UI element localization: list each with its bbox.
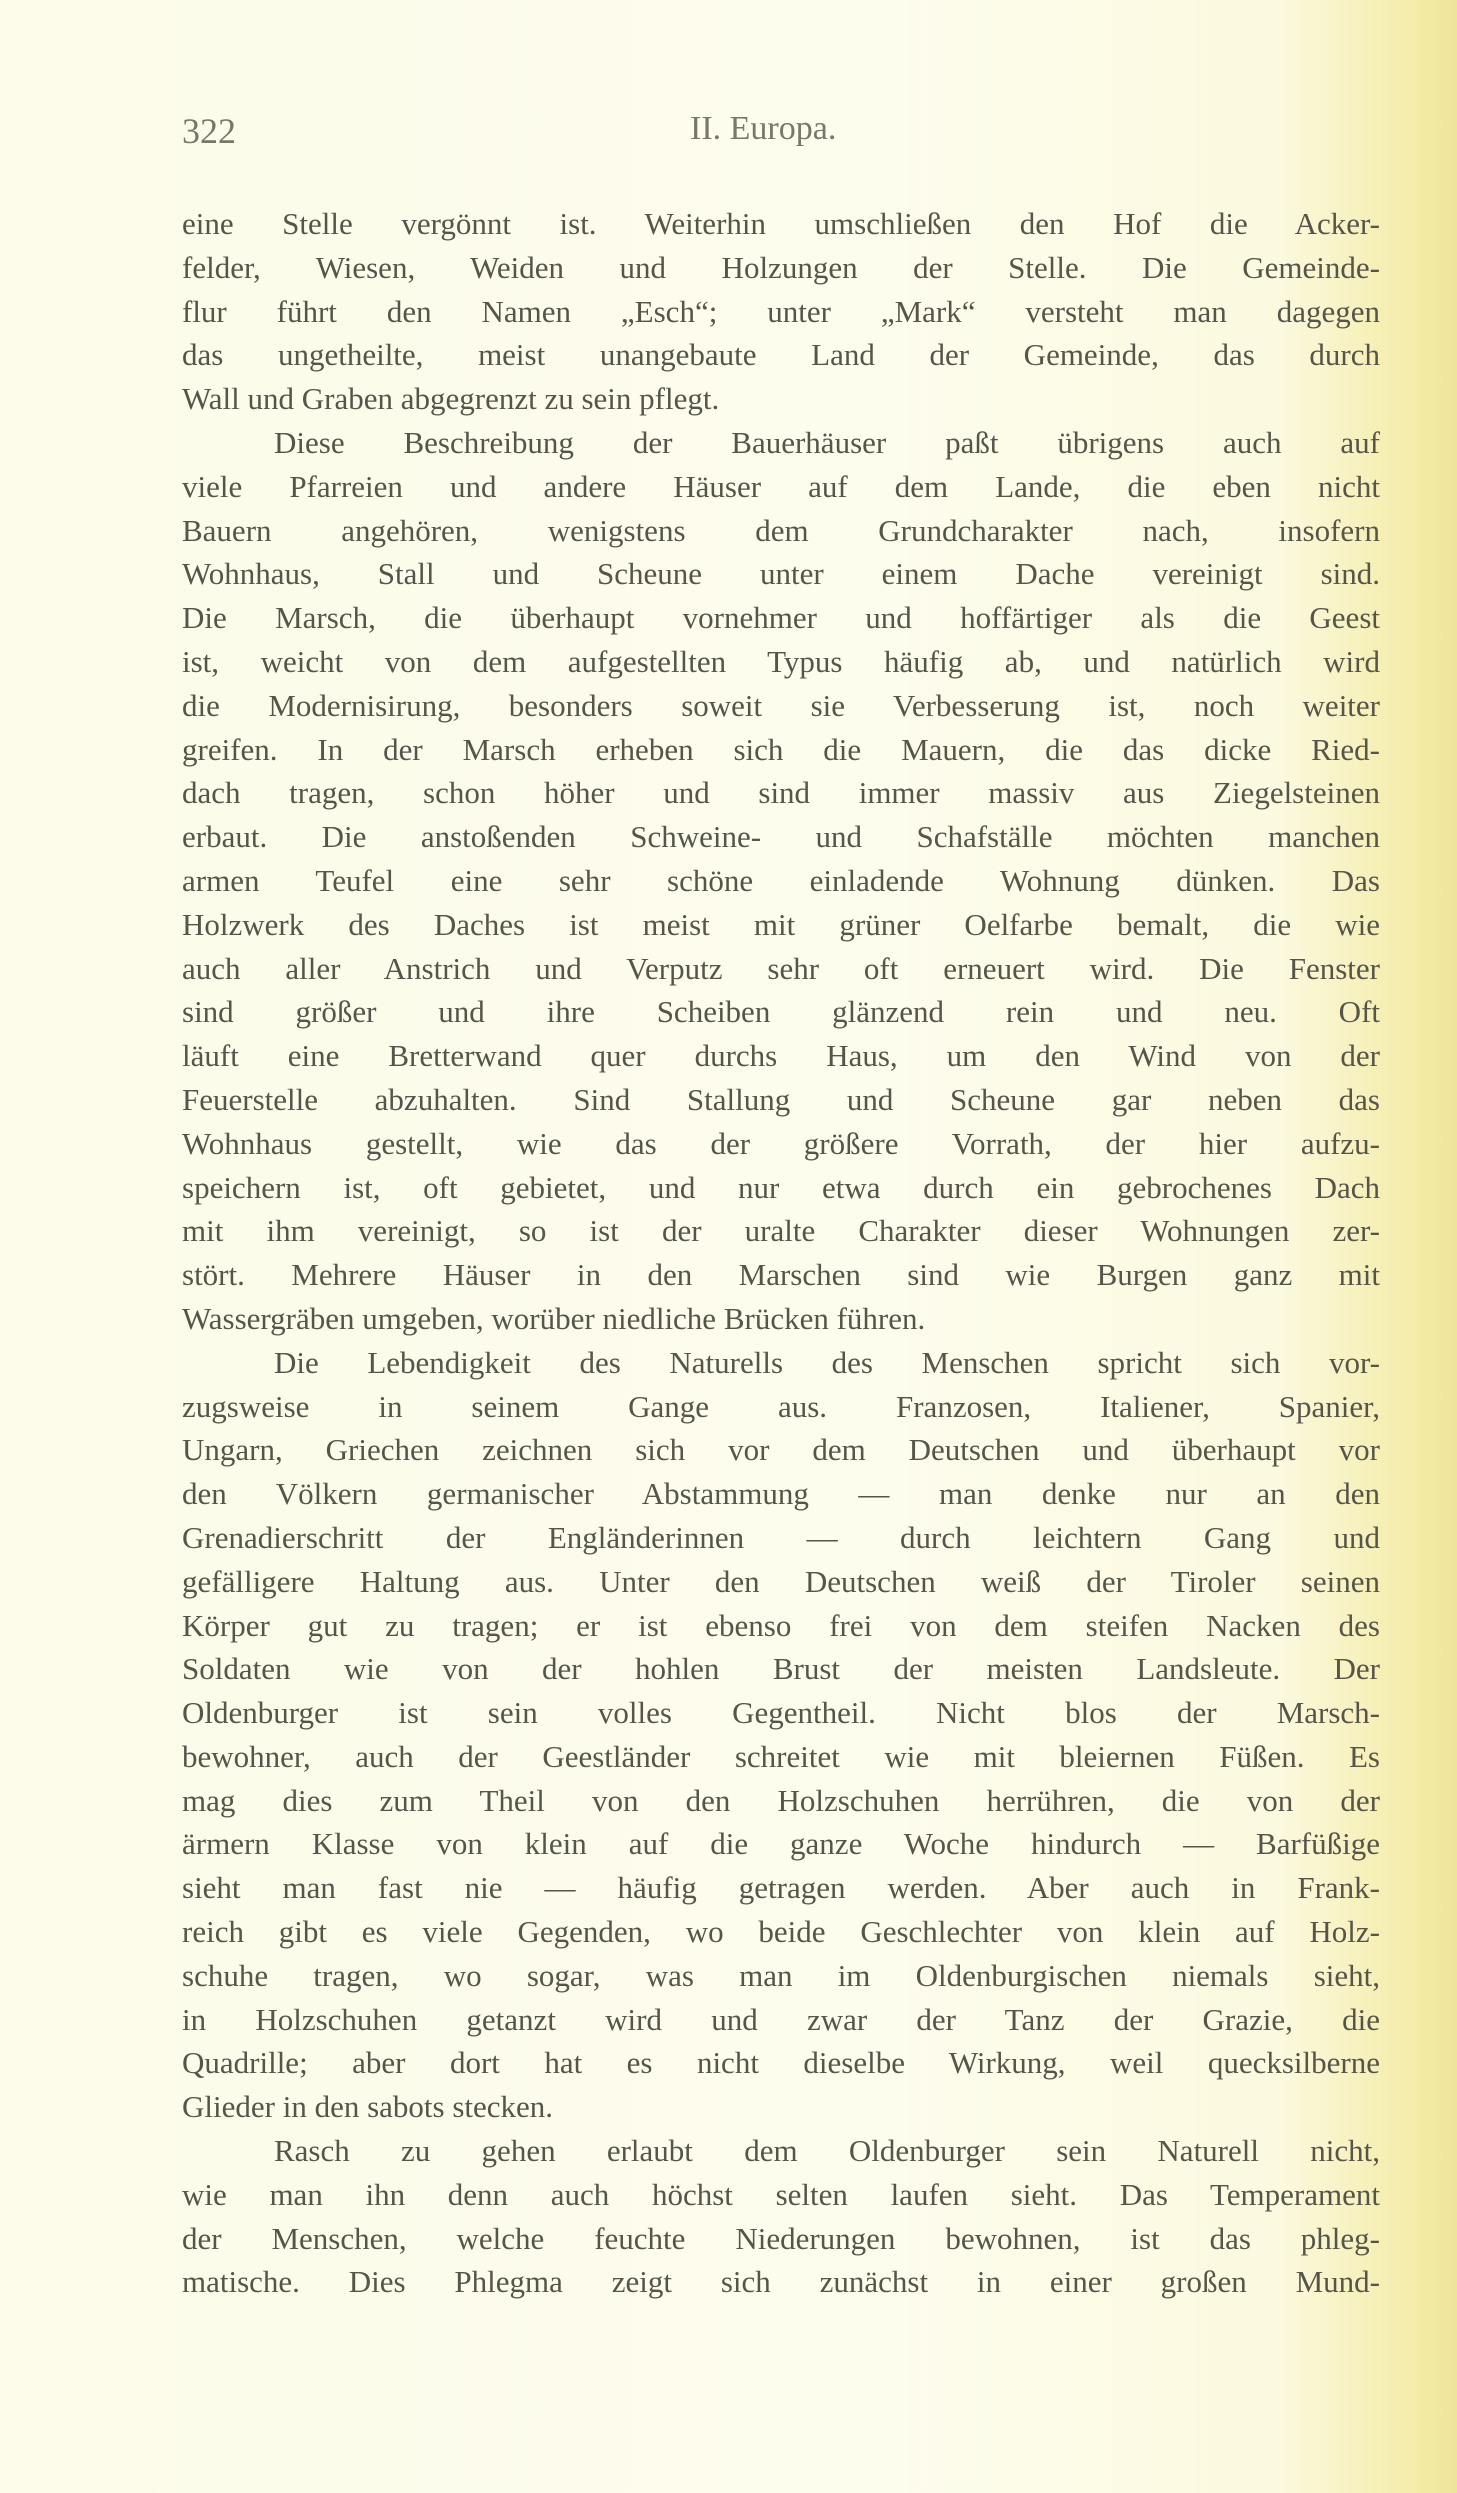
text-line: der Menschen, welche feuchte Niederungen bewohnen, ist das phleg- — [182, 2220, 1380, 2256]
text-line: dach tragen, schon höher und sind immer massiv aus Ziegelsteinen — [182, 775, 1380, 811]
text-line: Wohnhaus, Stall und Scheune unter einem Dache vereinigt sind. — [182, 556, 1380, 592]
text-line: Ungarn, Griechen zeichnen sich vor dem Deutschen und überhaupt vor — [182, 1432, 1380, 1468]
text-line: Diese Beschreibung der Bauerhäuser paßt übrigens auch auf — [274, 424, 1380, 460]
text-line: die Modernisirung, besonders soweit sie Verbesserung ist, noch weiter — [182, 687, 1380, 723]
text-line: Quadrille; aber dort hat es nicht dieselbe Wirkung, weil quecksilberne — [182, 2045, 1380, 2081]
text-line: felder, Wiesen, Weiden und Holzungen der Stelle. Die Gemeinde- — [182, 249, 1380, 285]
text-line: armen Teufel eine sehr schöne einladende Wohnung dünken. Das — [182, 862, 1380, 898]
running-title: II. Europa. — [690, 110, 837, 147]
text-line: Wassergräben umgeben, worüber niedliche Brücken führen. — [182, 1300, 926, 1336]
text-line: Wall und Graben abgegrenzt zu sein pflegt. — [182, 381, 720, 417]
text-line: stört. Mehrere Häuser in den Marschen sind wie Burgen ganz mit — [182, 1257, 1380, 1293]
text-line: sieht man fast nie — häufig getragen werden. Aber auch in Frank- — [182, 1870, 1380, 1906]
text-line: Bauern angehören, wenigstens dem Grundcharakter nach, insofern — [182, 512, 1380, 548]
text-line: wie man ihn denn auch höchst selten laufen sieht. Das Temperament — [182, 2176, 1380, 2212]
text-line: das ungetheilte, meist unangebaute Land der Gemeinde, das durch — [182, 337, 1380, 373]
text-line: bewohner, auch der Geestländer schreitet wie mit bleiernen Füßen. Es — [182, 1738, 1380, 1774]
text-line: zugsweise in seinem Gange aus. Franzosen, Italiener, Spanier, — [182, 1388, 1380, 1424]
text-line: flur führt den Namen „Esch“; unter „Mark“ versteht man dagegen — [182, 293, 1380, 329]
text-line: greifen. In der Marsch erheben sich die Mauern, die das dicke Ried- — [182, 731, 1380, 767]
text-line: speichern ist, oft gebietet, und nur etwa durch ein gebrochenes Dach — [182, 1169, 1380, 1205]
text-line: mit ihm vereinigt, so ist der uralte Charakter dieser Wohnungen zer- — [182, 1213, 1380, 1249]
text-line: Rasch zu gehen erlaubt dem Oldenburger sein Naturell nicht, — [274, 2133, 1380, 2169]
text-line: reich gibt es viele Gegenden, wo beide Geschlechter von klein auf Holz- — [182, 1914, 1380, 1950]
text-line: matische. Dies Phlegma zeigt sich zunächst in einer großen Mund- — [182, 2264, 1380, 2300]
text-line: ist, weicht von dem aufgestellten Typus häufig ab, und natürlich wird — [182, 643, 1380, 679]
text-line: Körper gut zu tragen; er ist ebenso frei von dem steifen Nacken des — [182, 1607, 1380, 1643]
text-line: viele Pfarreien und andere Häuser auf dem Lande, die eben nicht — [182, 468, 1380, 504]
text-line: Wohnhaus gestellt, wie das der größere Vorrath, der hier aufzu- — [182, 1125, 1380, 1161]
text-line: mag dies zum Theil von den Holzschuhen herrühren, die von der — [182, 1782, 1380, 1818]
text-line: Grenadierschritt der Engländerinnen — durch leichtern Gang und — [182, 1519, 1380, 1555]
text-line: eine Stelle vergönnt ist. Weiterhin umschließen den Hof die Acker- — [182, 206, 1380, 241]
page-number: 322 — [182, 111, 236, 151]
text-line: schuhe tragen, wo sogar, was man im Oldenburgischen niemals sieht, — [182, 1957, 1380, 1993]
text-line: Holzwerk des Daches ist meist mit grüner Oelfarbe bemalt, die wie — [182, 906, 1380, 942]
text-line: gefälligere Haltung aus. Unter den Deutschen weiß der Tiroler seinen — [182, 1563, 1380, 1599]
text-line: den Völkern germanischer Abstammung — man denke nur an den — [182, 1476, 1380, 1512]
page-body-text — [182, 202, 1380, 2304]
text-line: sind größer und ihre Scheiben glänzend rein und neu. Oft — [182, 994, 1380, 1030]
text-line: Soldaten wie von der hohlen Brust der meisten Landsleute. Der — [182, 1651, 1380, 1687]
text-line: Glieder in den sabots stecken. — [182, 2089, 554, 2125]
text-line: in Holzschuhen getanzt wird und zwar der Tanz der Grazie, die — [182, 2001, 1380, 2037]
text-line: Feuerstelle abzuhalten. Sind Stallung und Scheune gar neben das — [182, 1081, 1380, 1117]
text-line: Die Marsch, die überhaupt vornehmer und hoffärtiger als die Geest — [182, 600, 1380, 636]
text-line: auch aller Anstrich und Verputz sehr oft erneuert wird. Die Fenster — [182, 950, 1380, 986]
text-line: erbaut. Die anstoßenden Schweine- und Schafställe möchten manchen — [182, 819, 1380, 855]
text-line: Oldenburger ist sein volles Gegentheil. Nicht blos der Marsch- — [182, 1695, 1380, 1731]
text-line: ärmern Klasse von klein auf die ganze Woche hindurch — Barfüßige — [182, 1826, 1380, 1862]
text-line: Die Lebendigkeit des Naturells des Menschen spricht sich vor- — [274, 1344, 1380, 1380]
text-line: läuft eine Bretterwand quer durchs Haus, um den Wind von der — [182, 1038, 1380, 1074]
